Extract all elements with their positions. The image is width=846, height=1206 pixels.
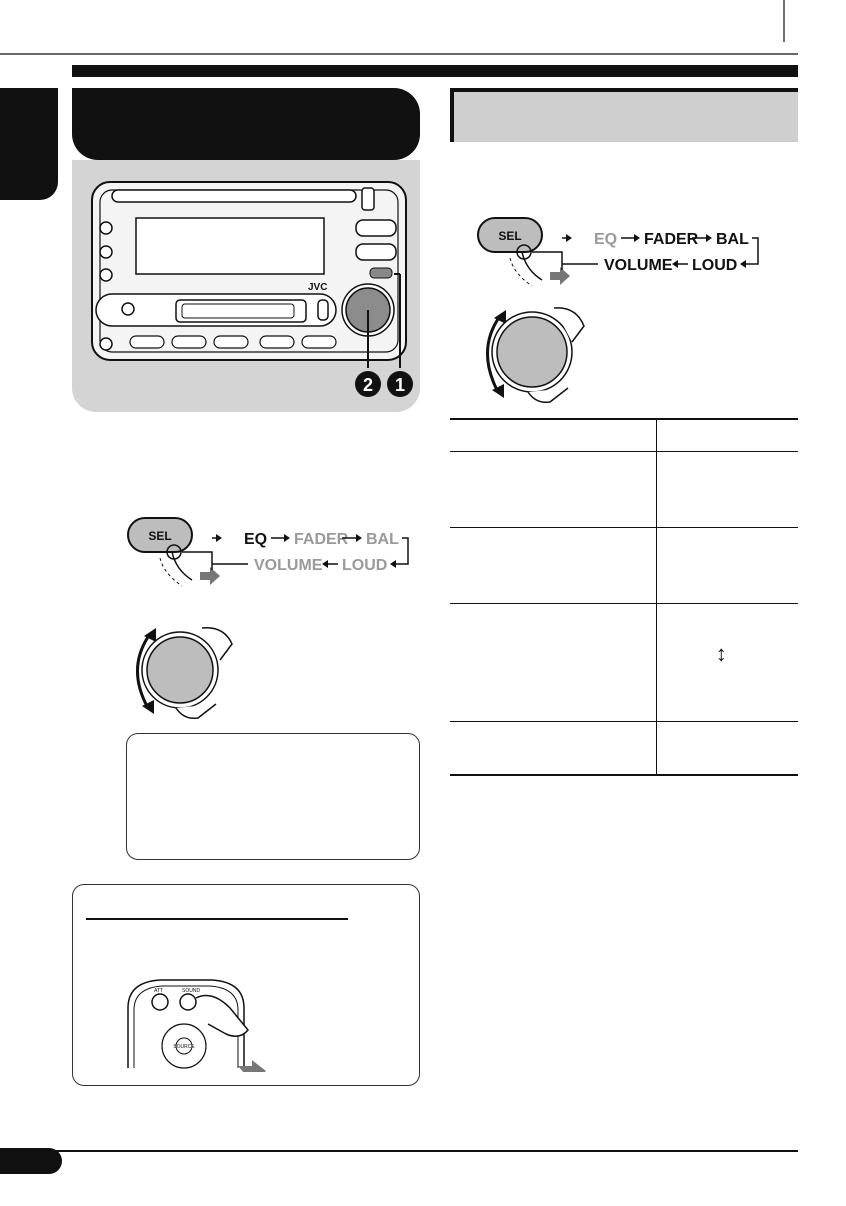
table-cell-value [656,721,798,775]
svg-text:SEL: SEL [148,529,172,543]
svg-text:LOUD: LOUD [692,257,738,274]
table-cell-setting [450,419,656,451]
step-marker-2: 2 [362,375,374,395]
table-row [450,721,798,775]
footer-rule [0,1150,798,1152]
table-cell-setting [450,527,656,603]
control-dial-illustration-left [124,620,244,724]
remote-control-illustration [120,968,280,1072]
remote-heading-underline [86,918,348,920]
header-rule [72,65,798,77]
note-box [126,733,420,860]
table-cell-setting [450,451,656,527]
press-arrow-icon [200,567,220,585]
press-arrow-icon-right [550,267,570,285]
svg-text:FADER: FADER [294,531,349,548]
step-marker-1: 1 [394,375,406,395]
car-stereo-illustration [88,178,414,400]
table-cell-setting [450,721,656,775]
svg-text:EQ: EQ [244,531,268,548]
table-row [450,527,798,603]
settings-table [450,418,798,774]
jvc-logo: JVC [308,282,328,293]
svg-text:SOUND: SOUND [182,988,201,994]
sel-sequence-diagram-left [124,514,414,592]
table-row [450,419,798,451]
table-cell-value [656,527,798,603]
svg-text:BAL: BAL [716,231,749,248]
svg-text:FADER: FADER [644,231,699,248]
table-cell-setting [450,603,656,721]
svg-text:ATT: ATT [154,988,164,994]
language-tab [0,88,58,200]
svg-text:EQ: EQ [594,231,618,248]
sel-sequence-diagram-right [474,214,764,292]
svg-text:SOURCE: SOURCE [173,1044,195,1050]
table-row [450,603,798,721]
svg-text:VOLUME: VOLUME [604,257,673,274]
sub-section-title-box [450,88,798,142]
svg-text:BAL: BAL [366,531,399,548]
table-cell-value [656,603,798,721]
table-cell-value [656,419,798,451]
control-dial-illustration-right [474,300,594,408]
page-number-tab [0,1148,62,1174]
svg-text:VOLUME: VOLUME [254,557,323,574]
svg-text:SEL: SEL [498,229,522,243]
svg-text:LOUD: LOUD [342,557,388,574]
section-title-box [72,88,420,160]
table-row [450,451,798,527]
table-cell-value [656,451,798,527]
up-down-arrow-icon: ↕ [715,641,727,666]
